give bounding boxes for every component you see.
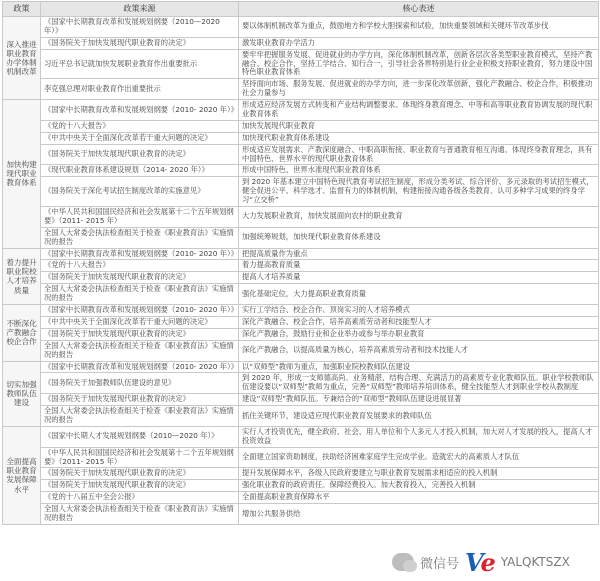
core-expression-cell: 形成适应发展需求、产教深度融合、中职高职衔接、职业教育与普通教育相互沟通、体现终身教育理念，具有中国特色、世界水平的现代职业教育体系 (239, 144, 599, 165)
core-expression-cell: 把提高质量作为重点 (239, 248, 599, 260)
core-expression-cell: 着力提高教育质量 (239, 260, 599, 272)
table-row (3, 492, 599, 504)
policy-source-cell: 《中共中央关于全面深化改革若干重大问题的决定》 (41, 316, 239, 328)
policy-source-cell: 全国人大常委会执法检查组关于检查《职业教育法》实施情况的报告 (41, 406, 239, 427)
table-row (3, 37, 599, 49)
table-row (3, 504, 599, 525)
policy-source-cell: 《党的十八大报告》 (41, 120, 239, 132)
policy-category-cell: 不断深化产教融合校企合作 (3, 305, 41, 361)
policy-source-cell: 《国务院关于加快发展现代职业教育的决定》 (41, 144, 239, 165)
policy-source-cell: 《国务院关于加快发展现代职业教育的决定》 (41, 468, 239, 480)
core-expression-cell: 到 2020 年，形成一支师德高尚、业务精湛、结构合理、充满活力的高素质专业化教师队伍。职业学校教师队伍建设要以“双师型”教师为重点，完善“双师型”教师培养培训体系，健全技能型人才到职业学校从教制度 (239, 373, 599, 394)
table-row (3, 100, 599, 121)
table-row (3, 272, 599, 284)
table-row (3, 340, 599, 361)
policy-category-cell: 切实加强教师队伍建设 (3, 361, 41, 426)
table-row (3, 406, 599, 427)
watermark-account: YALQKTSZX (500, 555, 570, 569)
table-row (3, 373, 599, 394)
table-body (3, 17, 599, 525)
policy-source-cell: 《国家中长期教育改革和发展规划纲要（2010—2020 年）》 (41, 17, 239, 38)
table-row (3, 177, 599, 207)
table-row (3, 480, 599, 492)
table-row (3, 328, 599, 340)
policy-source-cell: 《中共中央关于全面深化改革若干重大问题的决定》 (41, 132, 239, 144)
core-expression-cell: 形成适应经济发展方式转变和产业结构调整要求、体现终身教育理念、中等和高等职业教育协调发展的现代职业教育体系 (239, 100, 599, 121)
policy-source-cell: 李克强总理对职业教育作出重要批示 (41, 79, 239, 100)
core-expression-cell: 增加公共服务供给 (239, 504, 599, 525)
core-expression-cell: 抓住关键环节，建设适应现代职业教育发展要求的教师队伍 (239, 406, 599, 427)
policy-category-cell: 加快构建现代职业教育体系 (3, 100, 41, 248)
core-expression-cell: 到 2020 年基本建立中国特色现代教育考试招生制度，形成分类考试、综合评价、多元录取的考试招生模式，健全促进公平、科学选才、监督有力的体制机制，构建衔接沟通各级各类教育、认可多种学习成果的终身学习“立交桥” (239, 177, 599, 207)
ve-logo: Ve (465, 547, 495, 577)
table-row (3, 227, 599, 248)
policy-table (2, 1, 599, 525)
core-expression-cell: 激发职业教育办学活力 (239, 37, 599, 49)
table-row (3, 79, 599, 100)
policy-category-cell: 全面提高职业教育发展保障水平 (3, 426, 41, 524)
policy-source-cell: 全国人大常委会执法检查组关于检查《职业教育法》实施情况的报告 (41, 227, 239, 248)
core-expression-cell: 以“双师型”教师为重点，加强职业院校教师队伍建设 (239, 361, 599, 373)
watermark-prefix: 微信号 (420, 556, 460, 572)
policy-source-cell: 全国人大常委会执法检查组关于检查《职业教育法》实施情况的报告 (41, 504, 239, 525)
core-expression-cell: 全面建立国家资助制度，扶助经济困难家庭学生完成学业。造就宏大的高素质人才队伍 (239, 447, 599, 468)
table-row (3, 447, 599, 468)
core-expression-cell: 加快发展现代职业教育 (239, 120, 599, 132)
table-row (3, 248, 599, 260)
policy-source-cell: 《国务院关于深化考试招生制度改革的实施意见》 (41, 177, 239, 207)
core-expression-cell: 强化基础定位，大力提高职业教育质量 (239, 284, 599, 305)
core-expression-cell: 深化产教融合，鼓励行业和企业举办或参与举办职业教育 (239, 328, 599, 340)
table-row (3, 17, 599, 38)
policy-source-cell: 《国务院关于加快发展现代职业教育的决定》 (41, 37, 239, 49)
table-row (3, 316, 599, 328)
policy-category-cell: 着力提升职业院校人才培养质量 (3, 248, 41, 304)
policy-source-cell: 《国家中长期人才发展规划纲要（2010—2020 年）》 (41, 426, 239, 447)
table-row (3, 165, 599, 177)
policy-source-cell: 《国务院关于加快发展现代职业教育的决定》 (41, 328, 239, 340)
header-policy: 政策 (3, 2, 41, 17)
core-expression-cell: 要以体制机制改革为重点，鼓励地方和学校大胆探索和试验，加快重要领域和关键环节改革步伐 (239, 17, 599, 38)
core-expression-cell: 要牢牢把握服务发展、促进就业的办学方向，深化体制机制改革，创新各层次各类型职业教育模式，坚持产教融合、校企合作，坚持工学结合、知行合一，引导社会各界特别是行业企业积极支持职业教育，努力建设中国特色职业教育体系 (239, 49, 599, 79)
core-expression-cell: 实行人才投资优先，健全政府、社会、用人单位和个人多元人才投入机制，加大对人才发展的投入，提高人才投资效益 (239, 426, 599, 447)
policy-source-cell: 《国家中长期教育改革和发展规划纲要（2010- 2020 年）》 (41, 305, 239, 317)
policy-source-cell: 《国家中长期教育改革和发展规划纲要（2010- 2020 年）》 (41, 248, 239, 260)
policy-source-cell: 全国人大常委会执法检查组关于检查《职业教育法》实施情况的报告 (41, 284, 239, 305)
policy-source-cell: 《国家中长期教育改革和发展规划纲要（2010- 2020 年）》 (41, 361, 239, 373)
header-source: 政策来源 (41, 2, 239, 17)
core-expression-cell: 形成中国特色、世界水准现代职业教育体系 (239, 165, 599, 177)
policy-source-cell: 《现代职业教育体系建设规划（2014- 2020 年）》 (41, 165, 239, 177)
table-row (3, 207, 599, 228)
table-row (3, 394, 599, 406)
policy-source-cell: 全国人大常委会执法检查组关于检查《职业教育法》实施情况的报告 (41, 340, 239, 361)
core-expression-cell: 坚持面向市场、服务发展、促进就业的办学方向，进一步深化改革创新，强化产教融合、校企合作，积极推动社会力量参与 (239, 79, 599, 100)
policy-source-cell: 《党的十八届五中全会公报》 (41, 492, 239, 504)
table-row (3, 284, 599, 305)
policy-source-cell: 《国家中长期教育改革和发展规划纲要（2010- 2020 年）》 (41, 100, 239, 121)
core-expression-cell: 提高人才培养质量 (239, 272, 599, 284)
table-row (3, 132, 599, 144)
core-expression-cell: 深化产教融合、校企合作，培养高素质劳动者和技能型人才 (239, 316, 599, 328)
table-row (3, 49, 599, 79)
table-row (3, 468, 599, 480)
policy-source-cell: 习近平总书记就加快发展职业教育作出重要批示 (41, 49, 239, 79)
core-expression-cell: 提升发展保障水平，各级人民政府要建立与职业教育发展需求相适应的投入机制 (239, 468, 599, 480)
policy-source-cell: 《国务院关于加强教师队伍建设的意见》 (41, 373, 239, 394)
core-expression-cell: 实行工学结合、校企合作、顶岗实习的人才培养模式 (239, 305, 599, 317)
table-header-row (3, 2, 599, 17)
core-expression-cell: 建设“双师型”教师队伍。专兼结合的“双师型”教师队伍建设进展显著 (239, 394, 599, 406)
policy-source-cell: 《中华人民共和国国民经济和社会发展第十二个五年规划纲要》（2011- 2015 年） (41, 447, 239, 468)
policy-source-cell: 《中华人民共和国国民经济和社会发展第十二个五年规划纲要》（2011- 2015 年） (41, 207, 239, 228)
policy-source-cell: 《国务院关于加快发展现代职业教育的决定》 (41, 394, 239, 406)
table-row (3, 144, 599, 165)
policy-source-cell: 《党的十八大报告》 (41, 260, 239, 272)
policy-source-cell: 《国务院关于加快发展现代职业教育的决定》 (41, 480, 239, 492)
core-expression-cell: 加强统筹规划，加快现代职业教育体系建设 (239, 227, 599, 248)
core-expression-cell: 强化职业教育的政府责任。保障经费投入。加大教育投入，完善投入机制 (239, 480, 599, 492)
core-expression-cell: 加快现代职业教育体系建设 (239, 132, 599, 144)
wechat-icon (392, 553, 414, 571)
policy-category-cell: 深入推进职业教育办学体制机制改革 (3, 17, 41, 100)
core-expression-cell: 大力发展职业教育，加快发展面向农村的职业教育 (239, 207, 599, 228)
core-expression-cell: 全面提高职业教育保障水平 (239, 492, 599, 504)
header-expression: 核心表述 (239, 2, 599, 17)
table-row (3, 260, 599, 272)
table-row (3, 426, 599, 447)
policy-source-cell: 《国务院关于加快发展现代职业教育的决定》 (41, 272, 239, 284)
core-expression-cell: 深化产教融合，以提高质量为核心，培养高素质劳动者和技术技能人才 (239, 340, 599, 361)
table-row (3, 120, 599, 132)
wechat-watermark (392, 546, 598, 578)
table-row (3, 361, 599, 373)
table-row (3, 305, 599, 317)
